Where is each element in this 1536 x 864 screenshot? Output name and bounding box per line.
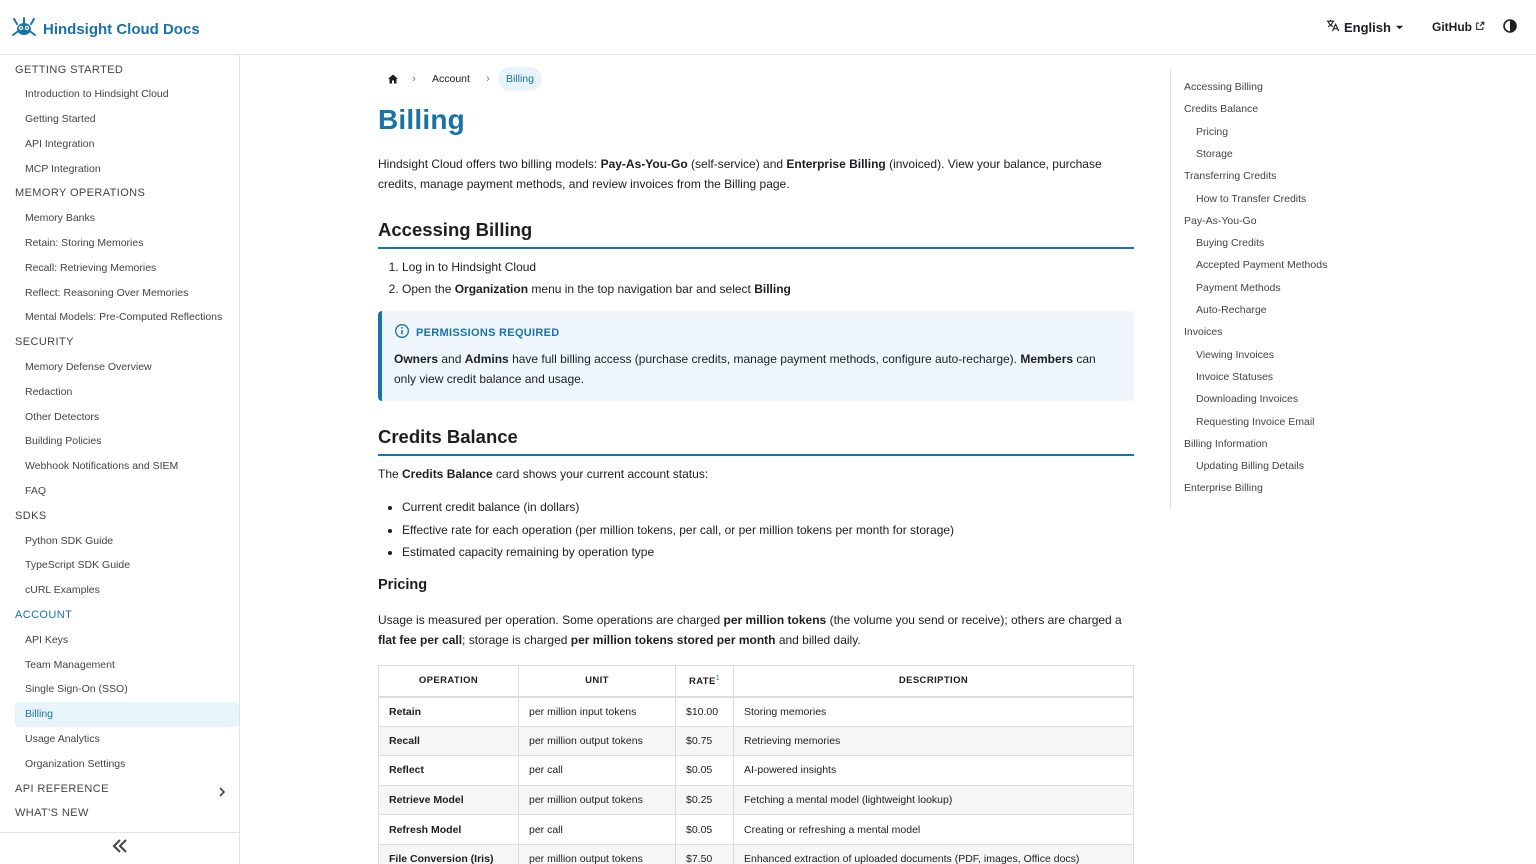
pricing-paragraph: Usage is measured per operation. Some operations are charged per million tokens (the volume you send or receive); others are charged a flat fee per call; storage is charged per million tokens stored per month and billed daily. <box>378 613 1122 647</box>
breadcrumb-separator: › <box>486 73 490 85</box>
toc-item-accepted-payment-methods[interactable]: Accepted Payment Methods <box>1196 259 1328 272</box>
sidebar-category-label: ACCOUNT <box>15 609 73 622</box>
double-chevron-left-icon <box>110 838 130 859</box>
brand-title: Hindsight Cloud Docs <box>43 21 200 38</box>
sidebar-item-usage-analytics[interactable]: Usage Analytics <box>25 733 100 746</box>
info-icon <box>394 323 410 342</box>
sidebar-item-billing[interactable]: Billing <box>15 702 239 727</box>
sidebar-category-label: API REFERENCE <box>15 782 109 795</box>
sidebar-item-other-detectors[interactable]: Other Detectors <box>25 410 100 423</box>
cell-unit: per call <box>519 756 676 786</box>
sidebar-category-memory-operations[interactable] <box>0 181 239 206</box>
toc-item-viewing-invoices[interactable]: Viewing Invoices <box>1196 348 1275 361</box>
admonition-heading <box>394 323 1120 342</box>
cell-unit: per million output tokens <box>519 726 676 756</box>
pricing-table-body <box>379 697 1134 864</box>
credits-paragraph: The Credits Balance card shows your current account status: <box>378 467 709 481</box>
cell-unit: per million output tokens <box>519 844 676 864</box>
page-title: Billing <box>378 104 465 135</box>
toc-item-enterprise-billing[interactable]: Enterprise Billing <box>1184 482 1263 495</box>
sidebar-item-single-sign-on-sso[interactable]: Single Sign-On (SSO) <box>25 683 128 696</box>
cell-operation: Recall <box>379 726 519 756</box>
caret-down-icon <box>1395 20 1404 35</box>
cell-description: AI-powered insights <box>734 756 1134 786</box>
column-header-rate: RATE$^1$ <box>676 666 734 697</box>
cell-rate: $0.75 <box>676 726 734 756</box>
toc-item-pricing[interactable]: Pricing <box>1196 125 1229 138</box>
cell-operation: Refresh Model <box>379 815 519 845</box>
hindsight-logo-icon <box>12 15 36 44</box>
cell-description: Storing memories <box>734 697 1134 727</box>
toc-item-auto-recharge[interactable]: Auto-Recharge <box>1196 304 1267 316</box>
toc-item-how-to-transfer-credits[interactable]: How to Transfer Credits <box>1196 192 1307 205</box>
sidebar-item-memory-defense-overview[interactable]: Memory Defense Overview <box>25 361 152 374</box>
translate-icon <box>1325 18 1340 36</box>
cell-description: Fetching a mental model (lightweight lookup) <box>734 785 1134 815</box>
sidebar-item-webhook-notifications-and-siem[interactable]: Webhook Notifications and SIEM <box>25 460 179 473</box>
cell-operation: Retrieve Model <box>379 785 519 815</box>
cell-unit: per million output tokens <box>519 785 676 815</box>
cell-operation: Reflect <box>379 756 519 786</box>
theme-toggle-icon[interactable] <box>1502 18 1520 36</box>
table-header-row <box>379 666 1134 697</box>
cell-rate: $7.50 <box>676 844 734 864</box>
sidebar-item-team-management[interactable]: Team Management <box>25 658 115 671</box>
sidebar-item-python-sdk-guide[interactable]: Python SDK Guide <box>25 534 114 547</box>
sidebar-item-reflect-reasoning-over-memories[interactable]: Reflect: Reasoning Over Memories <box>25 286 189 299</box>
list-item: • Estimated capacity remaining by operation type <box>402 541 954 564</box>
toc-item-invoice-statuses[interactable]: Invoice Statuses <box>1196 370 1274 383</box>
pricing-table <box>378 665 1134 864</box>
toc-item-storage[interactable]: Storage <box>1196 147 1233 160</box>
heading-pricing: Pricing <box>378 577 428 593</box>
cell-description: Creating or refreshing a mental model <box>734 815 1134 845</box>
sidebar-item-curl-examples[interactable]: cURL Examples <box>25 584 100 597</box>
toc-item-downloading-invoices[interactable]: Downloading Invoices <box>1196 393 1299 406</box>
sidebar-item-introduction-to-hindsight-cloud[interactable]: Introduction to Hindsight Cloud <box>25 88 169 101</box>
sidebar-item-redaction[interactable]: Redaction <box>25 385 73 398</box>
footnote-link[interactable]: 1 <box>715 674 721 682</box>
list-item: 1. Log in to Hindsight Cloud <box>402 256 791 278</box>
admonition-title: PERMISSIONS REQUIRED <box>416 326 560 339</box>
top-navbar <box>0 0 1536 55</box>
sidebar-item-mcp-integration[interactable]: MCP Integration <box>25 162 101 175</box>
sidebar-menu <box>0 55 239 832</box>
sidebar-category-getting-started[interactable] <box>0 58 239 83</box>
sidebar-item-faq[interactable]: FAQ <box>25 485 47 498</box>
sidebar-item-getting-started[interactable]: Getting Started <box>25 113 96 126</box>
sidebar-item-retain-storing-memories[interactable]: Retain: Storing Memories <box>25 237 144 250</box>
sidebar-item-recall-retrieving-memories[interactable]: Recall: Retrieving Memories <box>25 261 157 274</box>
list-item: • Current credit balance (in dollars) <box>402 496 954 519</box>
sidebar-category-label: WHAT'S NEW <box>15 807 89 820</box>
cell-rate: $0.05 <box>676 756 734 786</box>
cell-operation: Retain <box>379 697 519 727</box>
brand-link[interactable] <box>12 15 200 44</box>
language-dropdown[interactable] <box>1325 18 1404 36</box>
toc-item-invoices[interactable]: Invoices <box>1184 326 1223 339</box>
sidebar-item-mental-models-pre-computed-reflections[interactable]: Mental Models: Pre-Computed Reflections <box>25 311 223 324</box>
cell-description: Enhanced extraction of uploaded documents (PDF, images, Office docs) <box>734 844 1134 864</box>
cell-rate: $10.00 <box>676 697 734 727</box>
chevron-right-icon[interactable] <box>216 783 228 795</box>
toc-item-payment-methods[interactable]: Payment Methods <box>1196 281 1281 294</box>
admonition-body: Owners and Admins have full billing access (purchase credits, manage payment methods, configure auto-recharge). Members can only view credit balance and usage. <box>394 352 1096 386</box>
toc-item-transferring-credits[interactable]: Transferring Credits <box>1184 170 1277 183</box>
column-header-unit: UNIT <box>519 666 676 697</box>
github-label: GitHub <box>1432 20 1472 34</box>
cell-description: Retrieving memories <box>734 726 1134 756</box>
sidebar-item-building-policies[interactable]: Building Policies <box>25 435 102 448</box>
list-item: • Effective rate for each operation (per million tokens, per call, or per million tokens per month for storage) <box>402 519 954 542</box>
column-header-operation: OPERATION <box>379 666 519 697</box>
external-link-icon <box>1475 20 1485 34</box>
table-row <box>379 785 1134 815</box>
credits-bullet-list <box>402 496 954 564</box>
home-icon[interactable] <box>382 67 404 91</box>
table-row <box>379 726 1134 756</box>
heading-accessing-billing: Accessing Billing <box>378 219 1134 249</box>
sidebar-item-organization-settings[interactable]: Organization Settings <box>25 757 126 770</box>
permissions-admonition <box>378 311 1134 401</box>
toc-item-billing-information[interactable]: Billing Information <box>1184 437 1268 450</box>
cell-unit: per million input tokens <box>519 697 676 727</box>
toc-item-updating-billing-details[interactable]: Updating Billing Details <box>1196 460 1304 473</box>
sidebar-category-account[interactable] <box>0 603 239 628</box>
toc-item-accessing-billing[interactable]: Accessing Billing <box>1184 81 1263 93</box>
sidebar-category-what-s-new[interactable] <box>0 801 239 826</box>
sidebar-item-typescript-sdk-guide[interactable]: TypeScript SDK Guide <box>25 559 131 572</box>
heading-credits-balance: Credits Balance <box>378 426 1134 456</box>
table-row <box>379 844 1134 864</box>
column-header-description: DESCRIPTION <box>734 666 1134 697</box>
language-label: English <box>1344 19 1391 35</box>
breadcrumb-account[interactable]: Account <box>432 73 470 85</box>
breadcrumb <box>378 67 542 91</box>
sidebar-item-memory-banks[interactable]: Memory Banks <box>25 212 96 225</box>
docs-sidebar <box>0 55 240 864</box>
sidebar-category-label: GETTING STARTED <box>15 63 124 76</box>
sidebar-category-label: SDKS <box>15 509 47 522</box>
cell-unit: per call <box>519 815 676 845</box>
accessing-steps-list <box>402 256 791 300</box>
list-item: 2. Open the Organization menu in the top navigation bar and select Billing <box>402 278 791 300</box>
breadcrumb-billing: Billing <box>498 67 542 91</box>
intro-paragraph: Hindsight Cloud offers two billing models: Pay-As-You-Go (self-service) and Enterprise Billing (invoiced). View your balance, purchase credits, manage payment methods, and review invoices from the Billing page. <box>378 157 1102 191</box>
toc-item-requesting-invoice-email[interactable]: Requesting Invoice Email <box>1196 415 1315 428</box>
table-of-contents <box>1170 69 1370 510</box>
collapse-sidebar-button[interactable] <box>0 832 239 864</box>
sidebar-item-api-keys[interactable]: API Keys <box>25 633 69 646</box>
sidebar-item-api-integration[interactable]: API Integration <box>25 137 95 150</box>
github-link[interactable] <box>1432 20 1485 34</box>
table-row <box>379 756 1134 786</box>
sidebar-category-sdks[interactable] <box>0 504 239 529</box>
sidebar-category-label: MEMORY OPERATIONS <box>15 187 146 200</box>
sidebar-category-api-reference[interactable] <box>0 777 239 802</box>
breadcrumb-separator: › <box>412 73 416 85</box>
cell-operation: File Conversion (Iris) <box>379 844 519 864</box>
toc-item-pay-as-you-go[interactable]: Pay-As-You-Go <box>1184 214 1257 227</box>
table-row <box>379 697 1134 727</box>
sidebar-category-security[interactable] <box>0 330 239 355</box>
table-row <box>379 815 1134 845</box>
toc-item-credits-balance[interactable]: Credits Balance <box>1184 103 1259 116</box>
sidebar-category-label: SECURITY <box>15 336 74 349</box>
cell-rate: $0.05 <box>676 815 734 845</box>
toc-item-buying-credits[interactable]: Buying Credits <box>1196 237 1265 250</box>
cell-rate: $0.25 <box>676 785 734 815</box>
